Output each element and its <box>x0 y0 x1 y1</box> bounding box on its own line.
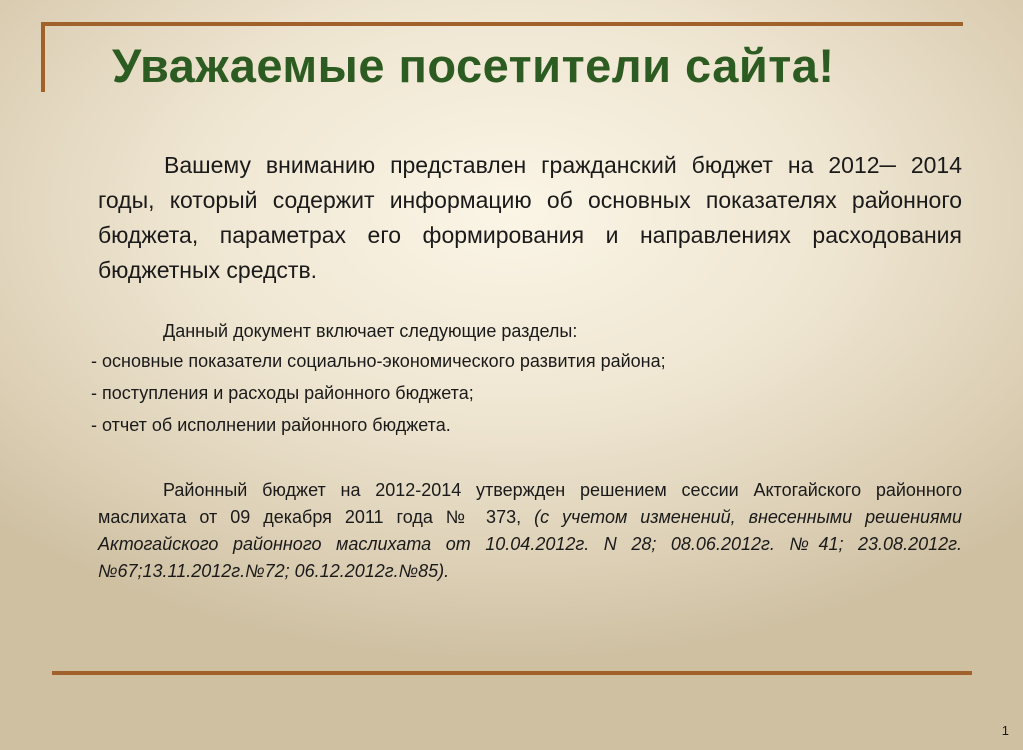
frame-bottom-line <box>52 671 972 675</box>
frame-left-line <box>41 22 45 92</box>
approval-note: (с учетом изменений, внесенными решениями Актогайского районного маслихата от 10.04.2012г. N 28; 08.06.2012г. №41; 23.08.2012г. №67;13.11.2012г.№72; 06.12.2012г.№85). <box>98 507 962 581</box>
sections-list-item: - основные показатели социально-экономического развития района; <box>91 351 666 371</box>
slide-title: Уважаемые посетители сайта! <box>112 39 835 92</box>
sections-list-item: - отчет об исполнении районного бюджета. <box>91 415 451 435</box>
approval-text: Районный бюджет на 2012-2014 утвержден решением сессии Актогайского районного маслихата от 09 декабря 2011 года № 373, <box>98 480 962 527</box>
approval-paragraph <box>98 477 962 585</box>
sections-list-item: - поступления и расходы районного бюджета; <box>91 383 474 403</box>
sections-intro: Данный документ включает следующие разделы: <box>163 321 578 341</box>
frame-top-line <box>41 22 963 26</box>
sections-list <box>91 348 666 444</box>
page-number: 1 <box>1001 723 1009 738</box>
intro-paragraph: Вашему вниманию представлен гражданский бюджет на 2012─ 2014 годы, который содержит информацию об основных показателях районного бюджета, параметрах его формирования и направлениях расходования бюджетных средств. <box>98 152 962 283</box>
